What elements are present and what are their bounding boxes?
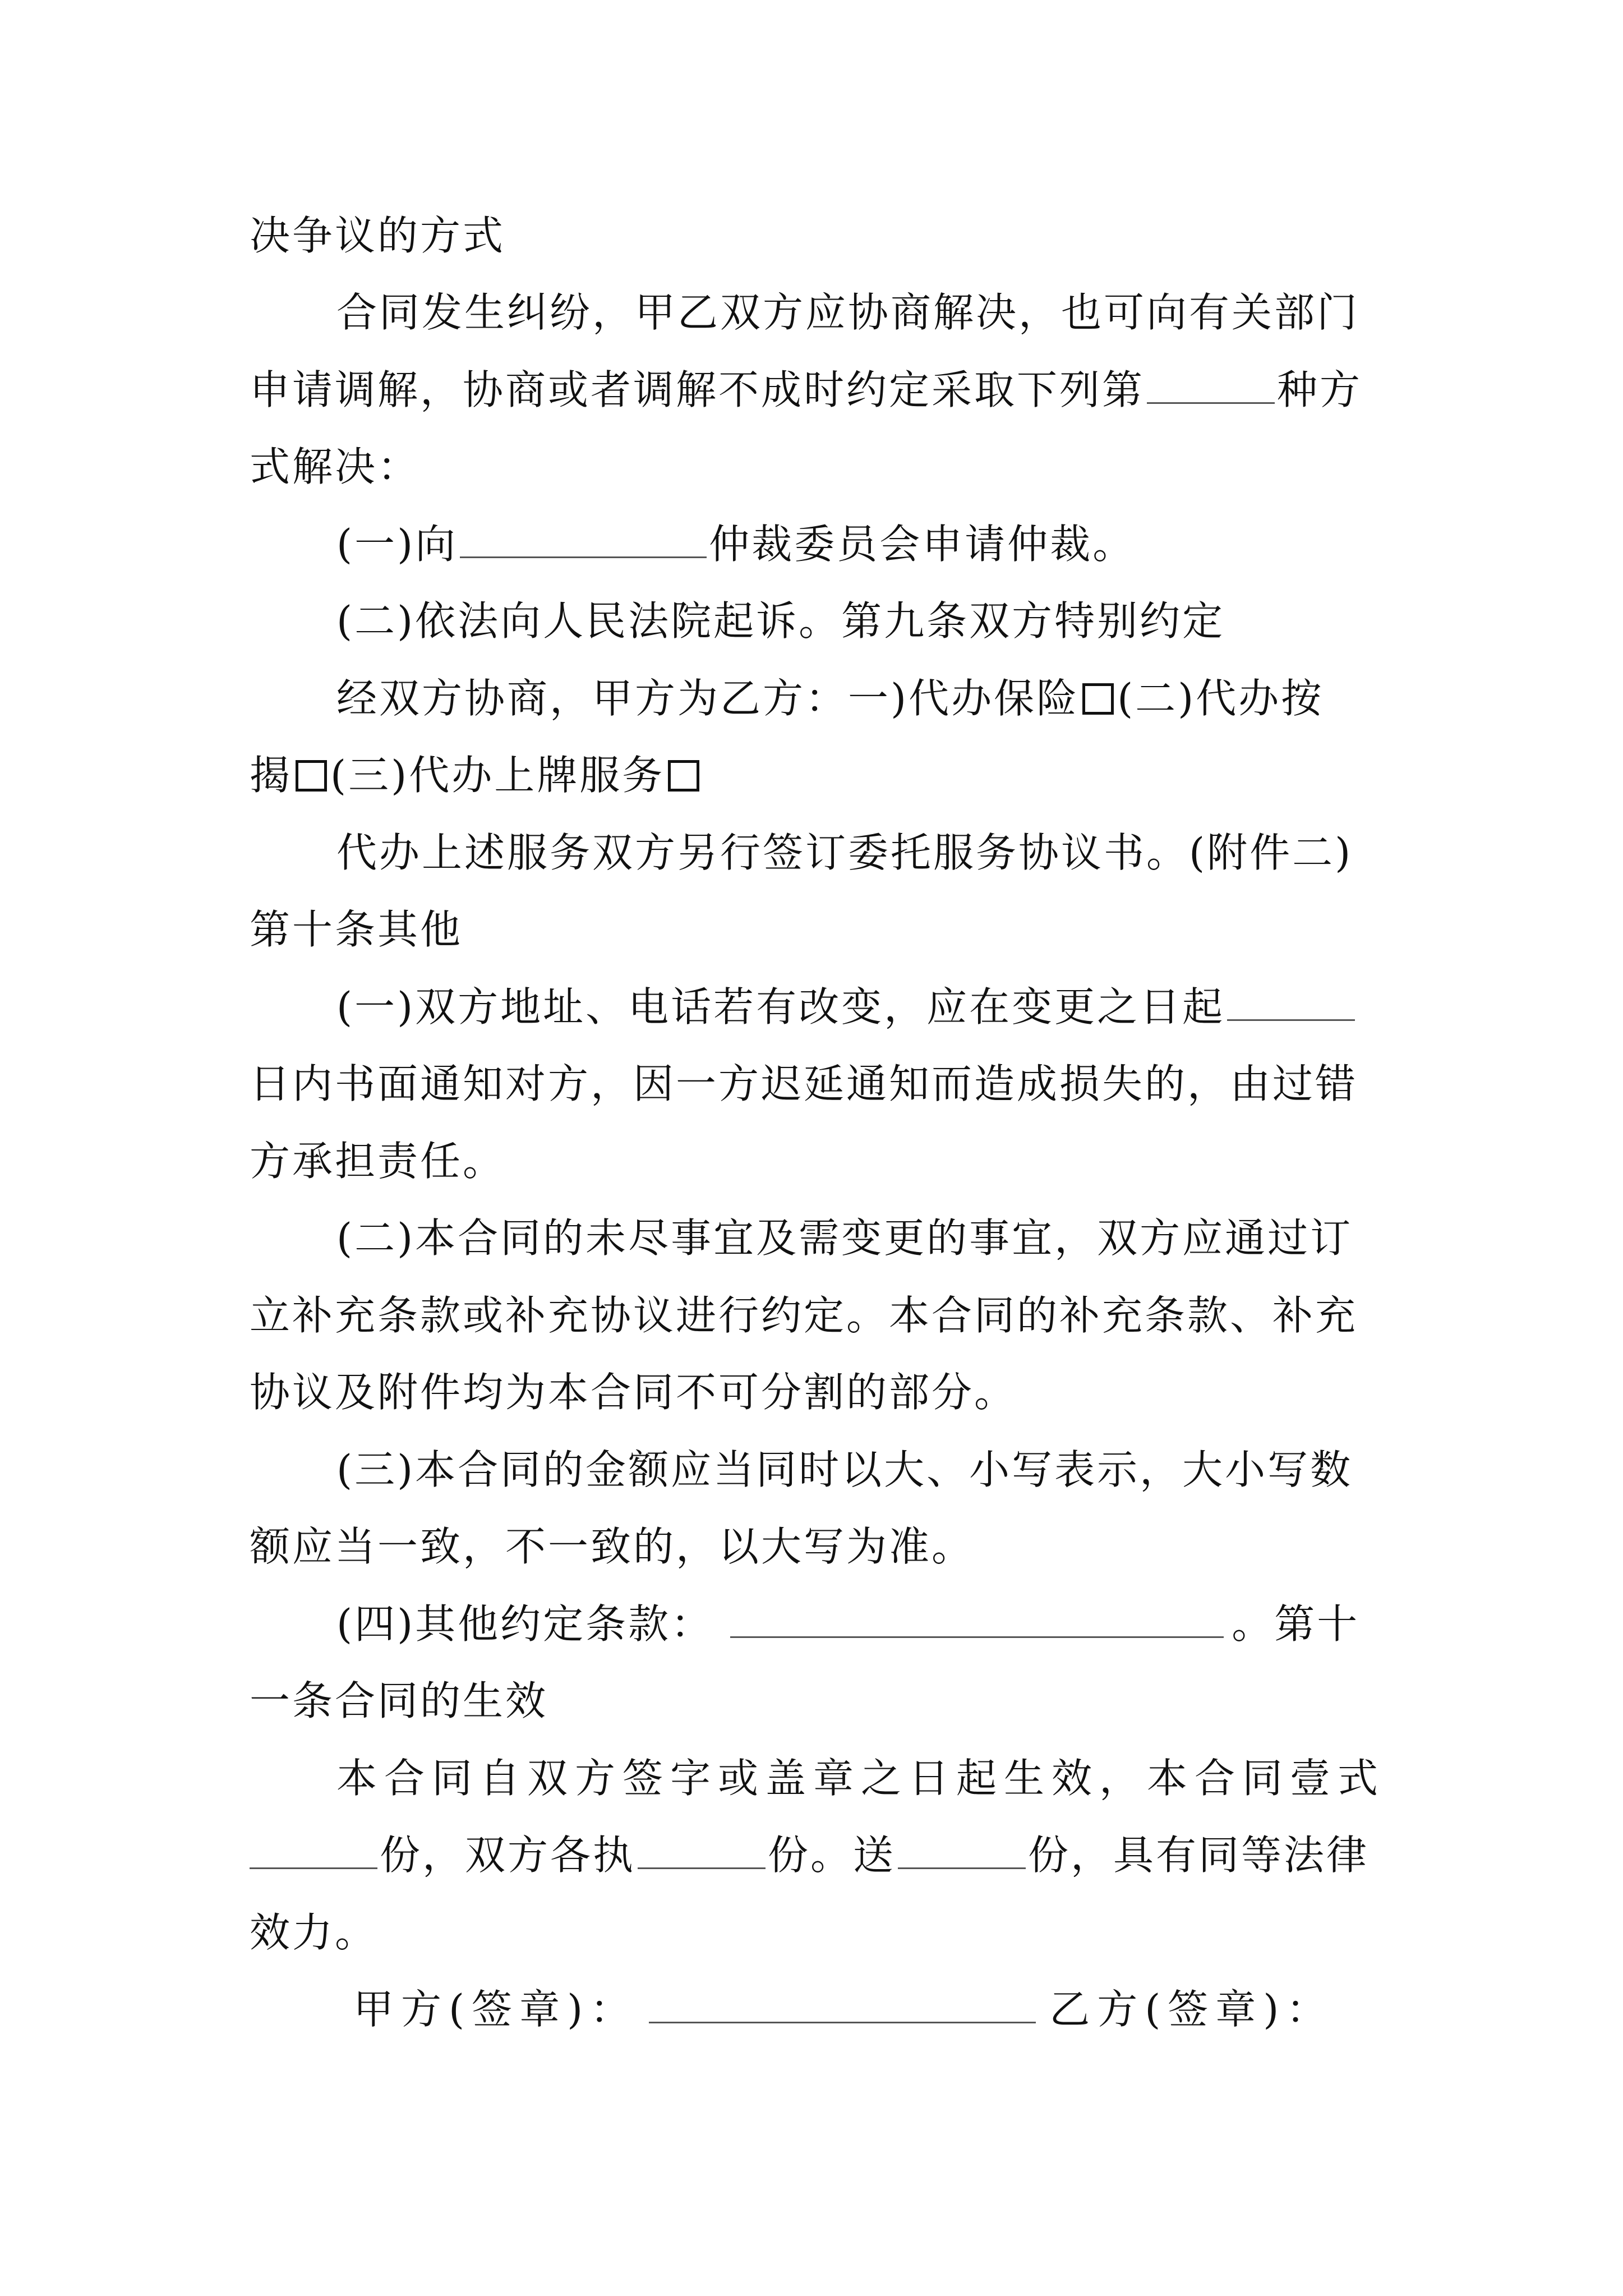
paragraph-line <box>336 519 1135 569</box>
paragraph-line <box>336 982 1357 1032</box>
fill-blank <box>1147 367 1275 404</box>
text: (二)代办按 <box>1117 675 1324 722</box>
text: 。第十 <box>1232 1600 1360 1648</box>
text: 协议及附件均为本合同不可分割的部分。 <box>250 1369 1017 1416</box>
checkbox-icon <box>296 760 327 792</box>
paragraph-line <box>336 1599 1359 1649</box>
text: 本合同自双方签字或盖章之日起生效，本合同壹式 <box>336 1755 1386 1802</box>
paragraph-line <box>250 1059 1358 1109</box>
signature-line <box>353 1984 1334 2035</box>
paragraph-line <box>250 750 703 800</box>
text: (一)双方地址、电话若有改变，应在变更之日起 <box>336 983 1225 1030</box>
text: 经双方协商，甲方为乙方：一)代办保险 <box>336 675 1080 722</box>
text: (三)本合同的金额应当同时以大、小写表示，大小写数 <box>336 1446 1353 1493</box>
paragraph-line <box>336 1444 1353 1495</box>
paragraph-line <box>250 1830 1369 1880</box>
text: 揭 <box>250 752 293 799</box>
paragraph-line <box>250 904 463 955</box>
text: (二)本合同的未尽事宜及需变更的事宜，双方应通过订 <box>336 1214 1353 1262</box>
paragraph-line <box>250 1136 505 1186</box>
text: 份。送 <box>768 1832 896 1879</box>
paragraph-line <box>336 596 1225 646</box>
text: 第十条其他 <box>250 906 463 953</box>
fill-blank <box>730 1602 1224 1638</box>
paragraph-line <box>336 673 1324 724</box>
text: 申请调解，协商或者调解不成时约定采取下列第 <box>250 366 1145 413</box>
paragraph-line <box>336 1753 1385 1803</box>
text: 立补充条款或补充协议进行约定。本合同的补充条款、补充 <box>250 1292 1358 1339</box>
paragraph-line <box>336 1213 1353 1263</box>
fill-blank <box>638 1833 766 1869</box>
party-b-signature-label: 乙方(签章)： <box>1049 1986 1334 2033</box>
paragraph-line <box>250 441 420 492</box>
paragraph-line <box>250 1676 548 1726</box>
signature-blank <box>649 1987 1036 2023</box>
fill-blank <box>1227 984 1355 1021</box>
text: 效力。 <box>250 1909 378 1956</box>
text: 式解决： <box>250 443 421 490</box>
text: 方承担责任。 <box>250 1138 506 1185</box>
text: (二)依法向人民法院起诉。第九条双方特别约定 <box>336 597 1225 645</box>
paragraph-line <box>336 827 1353 878</box>
text: (一)向 <box>336 521 458 568</box>
text: 决争议的方式 <box>250 212 506 259</box>
text: 份，具有同等法律 <box>1028 1832 1370 1879</box>
text: (三)代办上牌服务 <box>330 752 665 799</box>
paragraph-line <box>250 210 505 261</box>
checkbox-icon <box>668 760 699 792</box>
fill-blank <box>460 522 707 558</box>
text: 日内书面通知对方，因一方迟延通知而造成损失的，由过错 <box>250 1060 1358 1107</box>
text: 种方 <box>1277 366 1363 413</box>
text: 一条合同的生效 <box>250 1677 548 1724</box>
text: 仲裁委员会申请仲裁。 <box>709 521 1136 568</box>
text: 代办上述服务双方另行签订委托服务协议书。(附件二) <box>336 829 1353 876</box>
paragraph-line <box>250 1907 377 1958</box>
party-a-signature-label: 甲方(签章)： <box>353 1986 638 2033</box>
text: (四)其他约定条款： <box>336 1600 714 1648</box>
paragraph-line <box>336 287 1359 338</box>
paragraph-line <box>250 1521 974 1572</box>
text: 份，双方各执 <box>380 1832 636 1879</box>
paragraph-line <box>250 365 1362 415</box>
fill-blank <box>250 1833 377 1869</box>
checkbox-icon <box>1082 683 1114 715</box>
fill-blank <box>898 1833 1026 1869</box>
text: 合同发生纠纷，甲乙双方应协商解决，也可向有关部门 <box>336 289 1360 336</box>
text: 额应当一致，不一致的，以大写为准。 <box>250 1523 975 1570</box>
paragraph-line <box>250 1290 1358 1341</box>
paragraph-line <box>250 1367 1017 1418</box>
